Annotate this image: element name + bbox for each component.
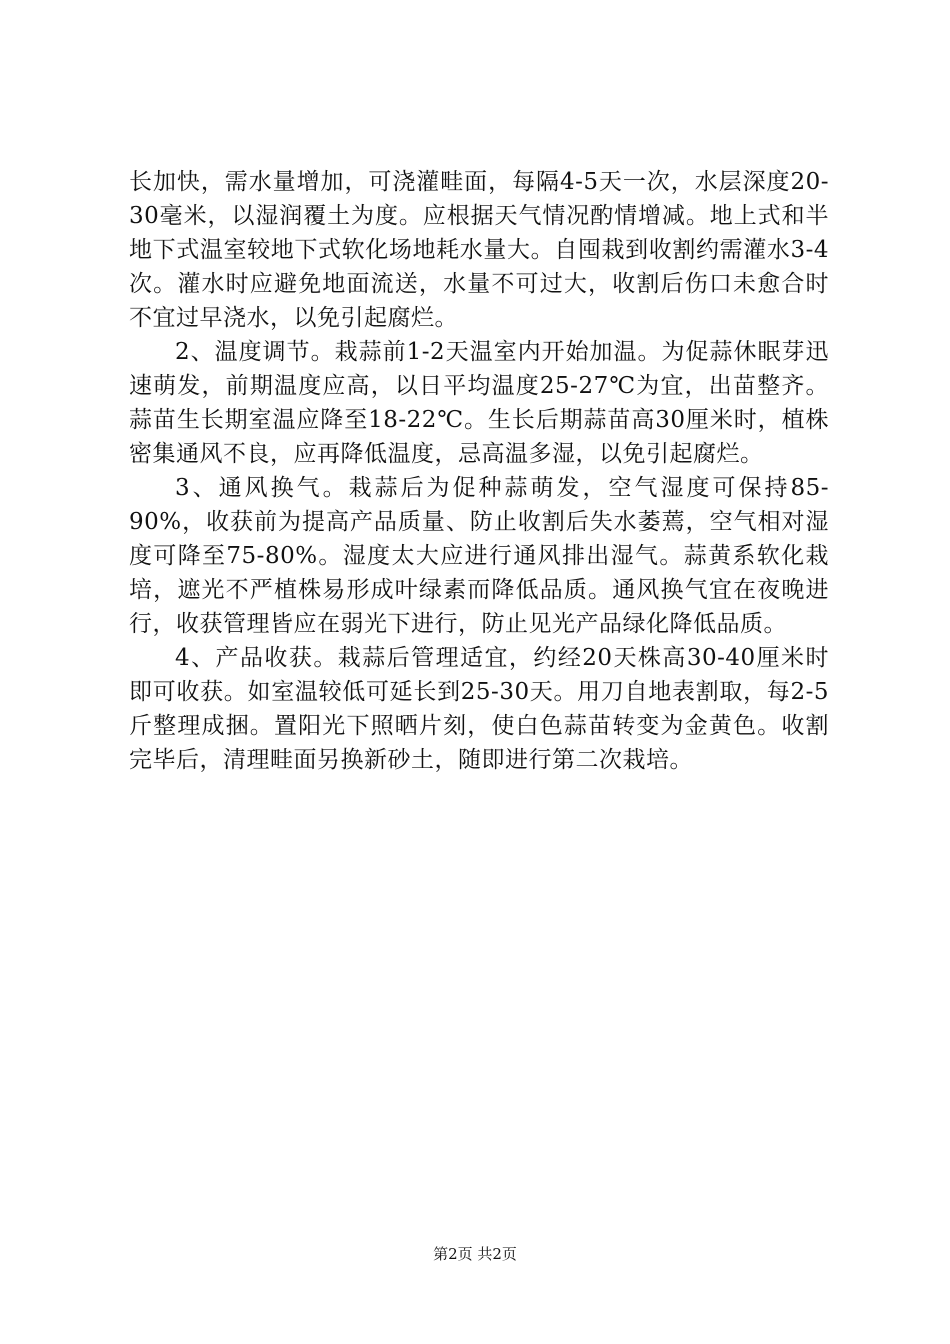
page-number-footer: 第2页 共2页 — [433, 1245, 517, 1263]
paragraph-ventilation: 3、通风换气。栽蒜后为促种蒜萌发，空气湿度可保持85-90%，收获前为提高产品质量、防止收割后失水萎蔫，空气相对湿度可降至75-80%。湿度太大应进行通风排出湿气。蒜黄系软化栽培，遮光不严植株易形成叶绿素而降低品质。通风换气宜在夜晚进行，收获管理皆应在弱光下进行，防止见光产品绿化降低品质。 — [129, 475, 829, 637]
paragraph-harvest: 4、产品收获。栽蒜后管理适宜，约经20天株高30-40厘米时即可收获。如室温较低可延长到25-30天。用刀自地表割取，每2-5斤整理成捆。置阳光下照晒片刻，使白色蒜苗转变为金黄色。收割完毕后，清理畦面另换新砂土，随即进行第二次栽培。 — [129, 645, 829, 773]
document-body — [129, 165, 829, 777]
paragraph-water-management: 长加快，需水量增加，可浇灌畦面，每隔4-5天一次，水层深度20-30毫米，以湿润覆土为度。应根据天气情况酌情增减。地上式和半地下式温室较地下式软化场地耗水量大。自囤栽到收割约需灌水3-4次。灌水时应避免地面流送，水量不可过大，收割后伤口未愈合时不宜过早浇水，以免引起腐烂。 — [129, 169, 829, 331]
paragraph-temperature-regulation: 2、温度调节。栽蒜前1-2天温室内开始加温。为促蒜休眠芽迅速萌发，前期温度应高，以日平均温度25-27℃为宜，出苗整齐。蒜苗生长期室温应降至18-22℃。生长后期蒜苗高30厘米时，植株密集通风不良，应再降低温度，忌高温多湿，以免引起腐烂。 — [129, 339, 829, 467]
